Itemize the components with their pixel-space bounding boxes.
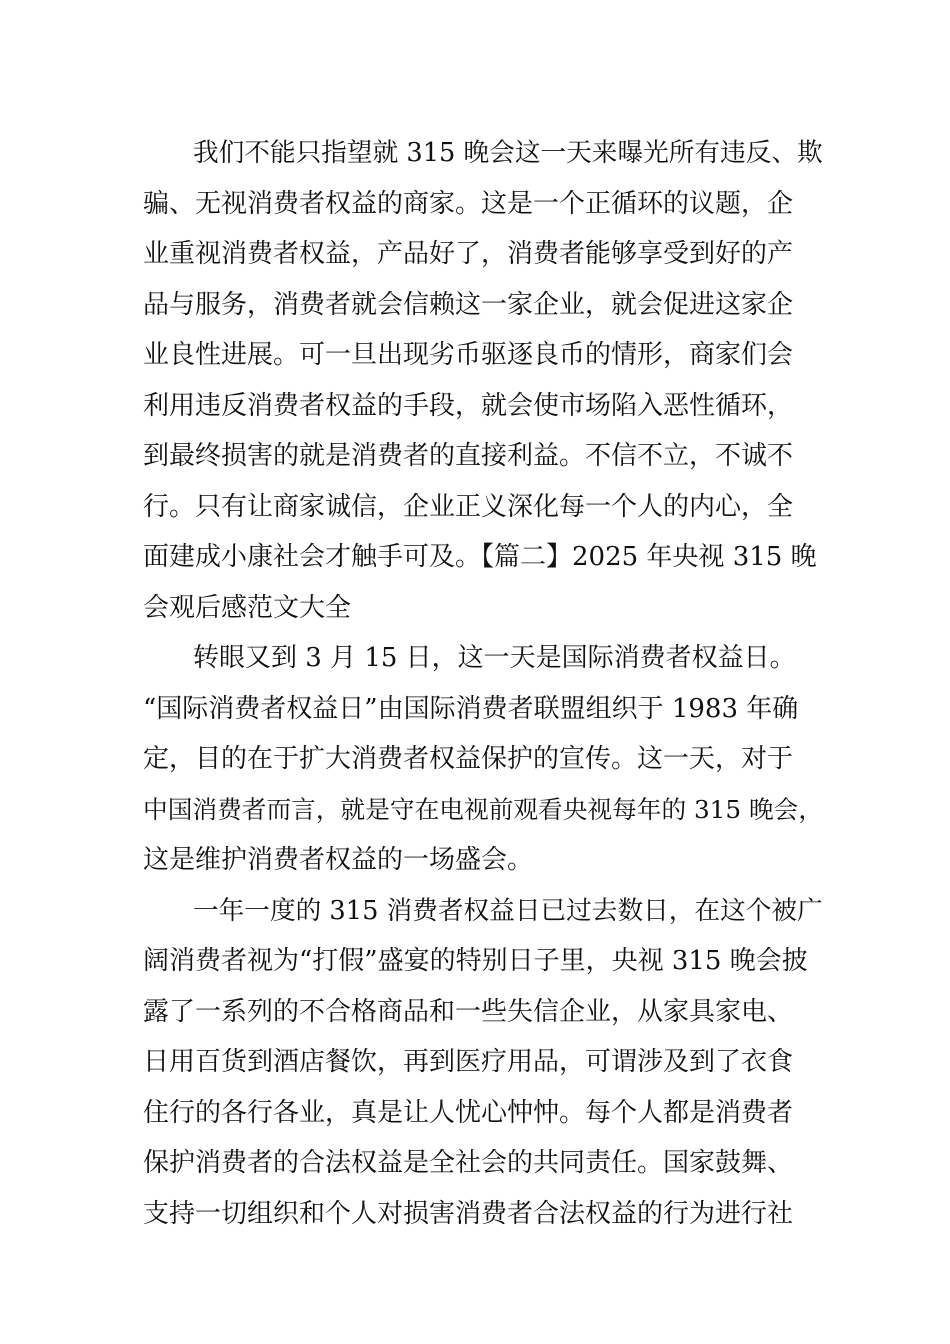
text-line: 阔消费者视为“打假”盛宴的特别日子里，央视 315 晚会披 bbox=[143, 946, 808, 976]
text-line: 业良性进展。可一旦出现劣币驱逐良币的情形，商家们会 bbox=[143, 340, 794, 370]
text-line: 骗、无视消费者权益的商家。这是一个正循环的议题，企 bbox=[143, 188, 794, 219]
text-line: 会观后感范文大全 bbox=[143, 592, 352, 623]
text-line: 品与服务，消费者就会信赖这一家企业，就会促进这家企 bbox=[143, 289, 794, 320]
text-line: 住行的各行各业，真是让人忧心忡忡。每个人都是消费者 bbox=[143, 1097, 794, 1128]
text-line: 中国消费者而言，就是守在电视前观看央视每年的 315 晚会， bbox=[143, 794, 824, 824]
text-line: 这是维护消费者权益的一场盛会。 bbox=[143, 845, 534, 875]
text-line: 利用违反消费者权益的手段，就会使市场陷入恶性循环， bbox=[143, 390, 794, 421]
text-line: 露了一系列的不合格商品和一些失信企业，从家具家电、 bbox=[143, 996, 794, 1027]
text-line: 定，目的在于扩大消费者权益保护的宣传。这一天，对于 bbox=[143, 744, 794, 774]
text-line: 业重视消费者权益，产品好了，消费者能够享受到好的产 bbox=[143, 239, 794, 269]
text-line: 面建成小康社会才触手可及。【篇二】2025 年央视 315 晚 bbox=[143, 542, 817, 572]
text-line: 保护消费者的合法权益是全社会的共同责任。国家鼓舞、 bbox=[143, 1148, 794, 1178]
text-line: 转眼又到 3 月 15 日，这一天是国际消费者权益日。 bbox=[193, 643, 796, 673]
text-line: 一年一度的 315 消费者权益日已过去数日，在这个被广 bbox=[193, 895, 823, 926]
text-line: 支持一切组织和个人对损害消费者合法权益的行为进行社 bbox=[143, 1198, 794, 1229]
text-line: 日用百货到酒店餐饮，再到医疗用品，可谓涉及到了衣食 bbox=[143, 1047, 794, 1077]
text-line: 到最终损害的就是消费者的直接利益。不信不立，不诚不 bbox=[143, 441, 794, 471]
text-line: “国际消费者权益日”由国际消费者联盟组织于 1983 年确 bbox=[143, 693, 799, 724]
article-body bbox=[143, 128, 823, 1239]
text-line: 我们不能只指望就 315 晚会这一天来曝光所有违反、欺 bbox=[193, 138, 823, 168]
text-line: 行。只有让商家诚信，企业正义深化每一个人的内心，全 bbox=[143, 491, 794, 522]
